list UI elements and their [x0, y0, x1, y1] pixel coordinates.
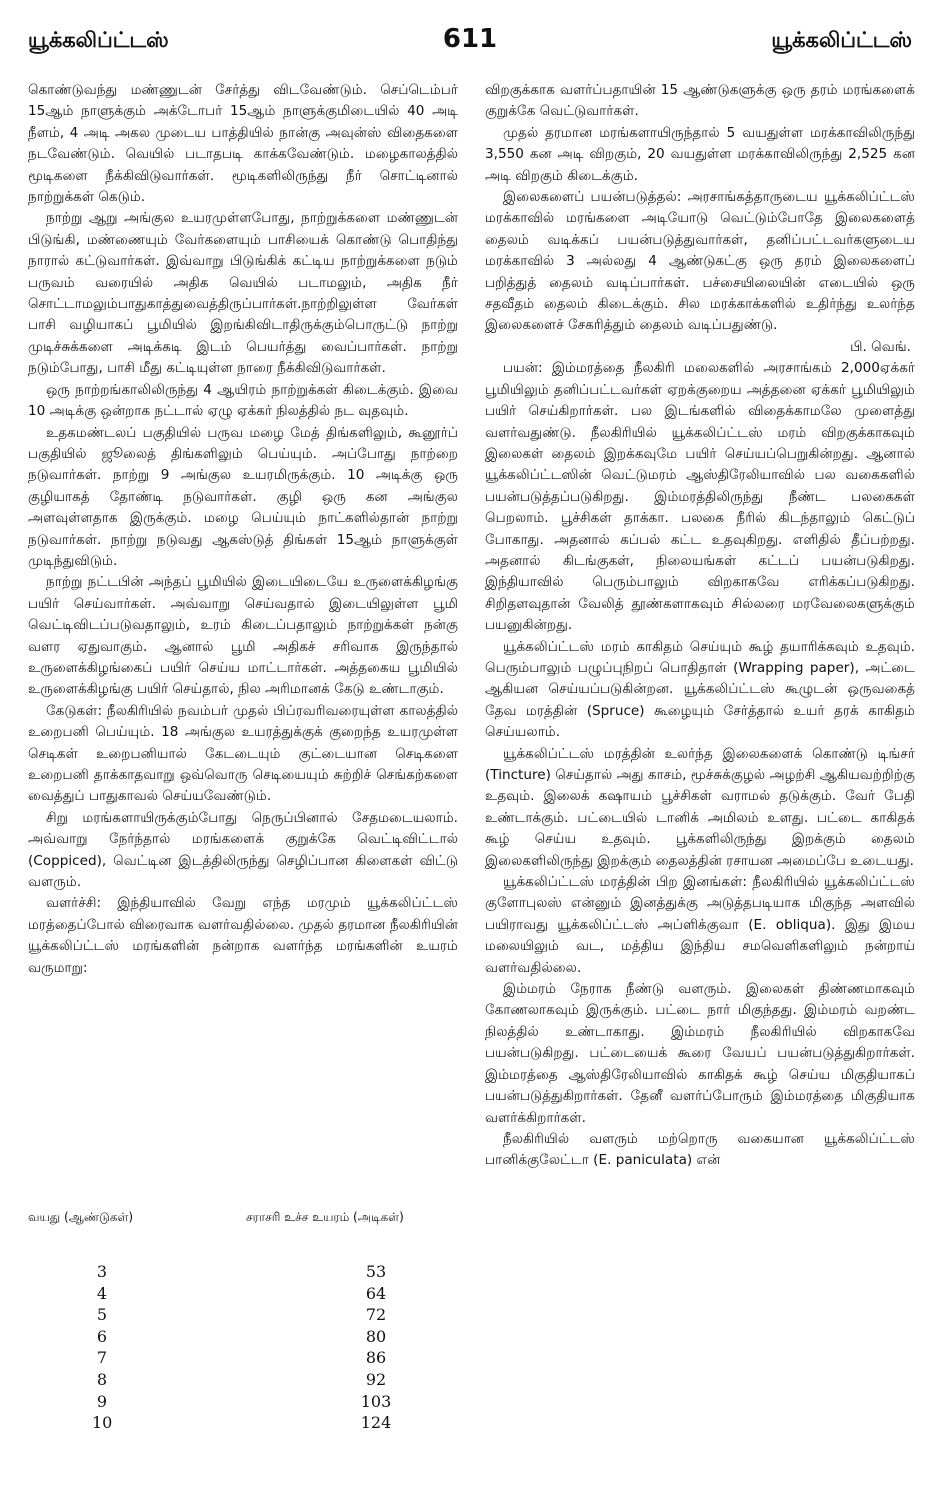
height-cell: 72	[365, 1305, 387, 1325]
table-row	[28, 1305, 458, 1327]
table-header	[28, 1210, 458, 1234]
paragraph: யூக்கலிப்ட்டஸ் மரம் காகிதம் செய்யும் கூழ் தயாரிக்கவும் உதவும். பெரும்பாலும் பழுப்புநிறப் பொதிதாள் (Wrapping paper), அட்டை ஆகியன செய்யப்படுகின்றன. யூக்கலிப்ட்டஸ் கூழுடன் ஒருவகைத் தேவ மரத்தின் (Spruce) கூழையும் சேர்த்தால் உயர் தரக் காகிதம் செய்யலாம்.	[485, 638, 915, 741]
height-cell: 64	[365, 1283, 387, 1303]
height-cell: 53	[365, 1262, 387, 1281]
age-cell: 8	[96, 1369, 108, 1389]
paragraph: நீலகிரியில் வளரும் மற்றொரு வகையான யூக்கலிப்ட்டஸ் பானிக்குலேட்டா (E. paniculata) என்	[485, 1130, 915, 1169]
height-cell: 92	[365, 1369, 387, 1389]
age-cell: 9	[96, 1391, 108, 1411]
table-row	[28, 1327, 458, 1349]
paragraph: யூக்கலிப்ட்டஸ் மரத்தின் பிற இனங்கள்: நீலகிரியில் யூக்கலிப்ட்டஸ் குளோபுலஸ் என்னும் இனத்துக்கு அடுத்தபடியாக மிகுந்த அளவில் பயிராவது யூக்கலிப்ட்டஸ் அப்ளிக்குவா (E. obliqua). இது இமய மலையிலும் வட, மத்திய இந்திய சமவெளிகளிலும் நன்றாய் வளர்வதில்லை.	[485, 874, 915, 976]
age-cell: 4	[96, 1283, 108, 1303]
age-cell: 10	[92, 1413, 113, 1433]
growth-table	[28, 1210, 458, 1435]
age-cell: 5	[96, 1305, 108, 1325]
paragraph: உதகமண்டலப் பகுதியில் பருவ மழை மேத் திங்களிலும், கூனூர்ப் பகுதியில் ஜூலைத் திங்களிலும் பெய்யும். அப்போது நாற்றை நடுவார்கள். நாற்று 9 அங்குல உயரமிருக்கும். 10 அடிக்கு ஒரு குழியாகத் தோண்டி நடுவார்கள். குழி ஒரு கன அங்குல அளவுள்ளதாக இருக்கும். மழை பெய்யும் நாட்களில்தான் நாற்று நடுவார்கள். நாற்று நடுவது ஆகஸ்டுத் திங்கள் 15ஆம் நாளுக்குள் முடிந்துவிடும்.	[28, 424, 458, 569]
height-cell: 80	[365, 1326, 387, 1346]
running-title-left: யூக்கலிப்ட்டஸ்	[28, 28, 169, 52]
table-row	[28, 1413, 458, 1435]
running-title-right: யூக்கலிப்ட்டஸ்	[771, 28, 912, 52]
column-header-height: சராசரி உச்ச உயரம் (அடிகள்)	[246, 1210, 404, 1224]
paragraph: இலைகளைப் பயன்படுத்தல்: அரசாங்கத்தாருடைய யூக்கலிப்ட்டஸ் மரக்காவில் மரங்களை அடியோடு வெட்டும்போதே இலைகளைத் தைலம் வடிக்கப் பயன்படுத்துவார்கள், தனிப்பட்டவர்களுடைய மரக்காவில் 3 அல்லது 4 ஆண்டுகட்கு ஒரு தரம் இலைகளைப் பறித்துத் தைலம் வடிப்பார்கள். பச்சையிலையின் எடையில் ஒரு சதவீதம் தைலம் கிடைக்கும். சில மரக்காக்களில் உதிர்ந்து உலர்ந்த இலைகளைச் சேகரித்தும் தைலம் வடிப்பதுண்டு.	[485, 189, 915, 334]
age-cell: 6	[96, 1326, 108, 1346]
author-signature: பி. வெங்.	[850, 338, 911, 355]
paragraph: முதல் தரமான மரங்களாயிருந்தால் 5 வயதுள்ள மரக்காவிலிருந்து 3,550 கன அடி விறகும், 20 வயதுள்ள மரக்காவிலிருந்து 2,525 கன அடி விறகும் கிடைக்கும்.	[485, 124, 915, 184]
paragraph: பயன்: இம்மரத்தை நீலகிரி மலைகளில் அரசாங்கம் 2,000ஏக்கர் பூமியிலும் தனிப்பட்டவர்கள் ஏறக்குறைய அத்தனை ஏக்கர் பூமியிலும் பயிர் செய்கிறார்கள். பல இடங்களில் விதைக்காமலே முளைத்து வளர்வதுண்டு. நீலகிரியில் யூக்கலிப்ட்டஸ் மரம் விறகுக்காகவும் இலைகள் தைலம் இறக்கவுமே பயிர் செய்யப்பெறுகின்றது. ஆனால் யூக்கலிப்ட்டஸின் வெட்டுமரம் ஆஸ்திரேலியாவில் பல வகைகளில் பயன்படுத்தப்படுகிறது. இம்மரத்திலிருந்து நீண்ட பலகைகள் பெறலாம். பூச்சிகள் தாக்கா. பலகை நீரில் கிடந்தாலும் கெட்டுப் போகாது. அதனால் கப்பல் கட்ட உதவுகிறது. எளிதில் தீப்பற்றது. அதனால் கிடங்குகள், நிலையங்கள் கட்டப் பயன்படுகிறது. இந்தியாவில் பெரும்பாலும் விறகாகவே எரிக்கப்படுகிறது. சிறிதளவுதான் வேலித் தூண்களாகவும் சில்லரை மரவேலைகளுக்கும் பயனுகின்றது.	[485, 360, 915, 634]
paragraph: சிறு மரங்களாயிருக்கும்போது நெருப்பினால் சேதமடையலாம். அவ்வாறு நேர்ந்தால் மரங்களைக் குறுக்கே வெட்டிவிட்டால் (Coppiced), வெட்டின இடத்திலிருந்து செழிப்பான கிளைகள் விட்டு வளரும்.	[28, 809, 458, 891]
paragraph: நாற்று ஆறு அங்குல உயரமுள்ளபோது, நாற்றுக்களை மண்ணுடன் பிடுங்கி, மண்ணையும் வேர்களையும் பாசியைக் கொண்டு பொதிந்து நாரால் கட்டுவார்கள். இவ்வாறு பிடுங்கிக் கட்டிய நாற்றுக்களை நடும் பருவம் வரையில் அதிக வெயில் படாமலும், அதிக நீர் சொட்டாமலும்பாதுகாத்துவைத்திருப்பார்கள்.நாற்றிலுள்ள வேர்கள் பாசி வழியாகப் பூமியில் இறங்கிவிடாதிருக்கும்பொருட்டு நாற்று முடிச்சுக்களை அடிக்கடி இடம் பெயர்த்து வைப்பார்கள். நாற்று நடும்போது, பாசி மீது கட்டியுள்ள நாரை நீக்கிவிடுவார்கள்.	[28, 210, 458, 377]
table-row	[28, 1392, 458, 1414]
age-cell: 7	[96, 1348, 108, 1368]
table-row	[28, 1262, 458, 1284]
paragraph: ஒரு நாற்றங்காலிலிருந்து 4 ஆயிரம் நாற்றுக்கள் கிடைக்கும். இவை 10 அடிக்கு ஒன்றாக நட்டால் ஏழு ஏக்கர் நிலத்தில் நட வுதவும்.	[28, 381, 458, 420]
paragraph: கேடுகள்: நீலகிரியில் நவம்பர் முதல் பிப்ரவரிவரையுள்ள காலத்தில் உறைபனி பெய்யும். 18 அங்குல உயரத்துக்குக் குறைந்த உயரமுள்ள செடிகள் உறைபனியால் கேடடையும் குட்டையான செடிகளை உறைபனி தாக்காதவாறு ஒவ்வொரு செடியையும் சுற்றிச் செங்கற்களை வைத்துப் பாதுகாவல் செய்யவேண்டும்.	[28, 702, 458, 805]
height-cell: 103	[360, 1391, 392, 1411]
paragraph: யூக்கலிப்ட்டஸ் மரத்தின் உலர்ந்த இலைகளைக் கொண்டு டிங்சர் (Tincture) செய்தால் அது காசம், மூச்சுக்குழல் அழற்சி ஆகியவற்றிற்கு உதவும். இலைக் கஷாயம் பூச்சிகள் வராமல் தடுக்கும். வேர் பேதி உண்டாக்கும். பட்டையில் டானிக் அமிலம் உளது. பட்டை காகிதக் கூழ் செய்ய உதவும். பூக்களிலிருந்து இறக்கும் தைலம் இலைகளிலிருந்து இறக்கும் தைலத்தின் ரசாயன அமைப்பே உடையது.	[485, 745, 915, 869]
paragraph: இம்மரம் நேராக நீண்டு வளரும். இலைகள் திண்ணமாகவும் கோணலாகவும் இருக்கும். பட்டை நார் மிகுந்தது. இம்மரம் வறண்ட நிலத்தில் உண்டாகாது. இம்மரம் நீலகிரியில் விறகாகவே பயன்படுகிறது. பட்டையைக் கூரை வேயப் பயன்படுத்துகிறார்கள். இம்மரத்தை ஆஸ்திரேலியாவில் காகிதக் கூழ் செய்ய மிகுதியாகப் பயன்படுத்துகிறார்கள். தேனீ வளர்ப்போரும் இம்மரத்தை மிகுதியாக வளர்க்கிறார்கள்.	[485, 981, 915, 1126]
paragraph: வளர்ச்சி: இந்தியாவில் வேறு எந்த மரமும் யூக்கலிப்ட்டஸ் மரத்தைப்போல் விரைவாக வளர்வதில்லை. முதல் தரமான நீலகிரியின் யூக்கலிப்ட்டஸ் மரங்களின் நன்றாக வளர்ந்த மரங்களின் உயரம் வருமாறு:	[28, 895, 458, 976]
height-cell: 86	[365, 1348, 387, 1368]
paragraph: விறகுக்காக வளர்ப்பதாயின் 15 ஆண்டுகளுக்கு ஒரு தரம் மரங்களைக் குறுக்கே வெட்டுவார்கள்.	[485, 82, 915, 120]
table-body	[28, 1262, 458, 1435]
right-column	[485, 80, 915, 1172]
page-number: 611	[442, 24, 498, 54]
table-row	[28, 1370, 458, 1392]
paragraph: கொண்டுவந்து மண்ணுடன் சேர்த்து விடவேண்டும். செப்டெம்பர் 15ஆம் நாளுக்கும் அக்டோபர் 15ஆம் நாளுக்குமிடையில் 40 அடி நீளம், 4 அடி அகல முடைய பாத்தியில் நான்கு அவுன்ஸ் விதைகளை நடவேண்டும். வெயில் படாதபடி காக்கவேண்டும். மழைகாலத்தில் மூடிகளை நீக்கிவிடுவார்கள். மூடிகளிலிருந்து நீர் சொட்டினால் நாற்றுக்கள் கெடும்.	[28, 82, 458, 206]
page-header	[28, 24, 912, 64]
table-row	[28, 1284, 458, 1306]
height-cell: 124	[360, 1413, 392, 1433]
table-row	[28, 1348, 458, 1370]
age-cell: 3	[96, 1262, 108, 1281]
column-header-age: வயது (ஆண்டுகள்)	[28, 1210, 134, 1224]
left-column	[28, 80, 458, 979]
paragraph: நாற்று நட்டபின் அந்தப் பூமியில் இடையிடையே உருளைக்கிழங்கு பயிர் செய்வார்கள். அவ்வாறு செய்வதால் இடையிலுள்ள பூமி வெட்டிவிடப்படுவதாலும், உரம் கிடைப்பதாலும் நாற்றுக்கள் நன்கு வளர ஏதுவாகும். ஆனால் பூமி அதிகச் சரிவாக இருந்தால் உருளைக்கிழங்கைப் பயிர் செய்ய மாட்டார்கள். அத்தகைய பூமியில் உருளைக்கிழங்கு பயிர் செய்தால், நில அரிமானக் கேடு உண்டாகும்.	[28, 574, 458, 698]
